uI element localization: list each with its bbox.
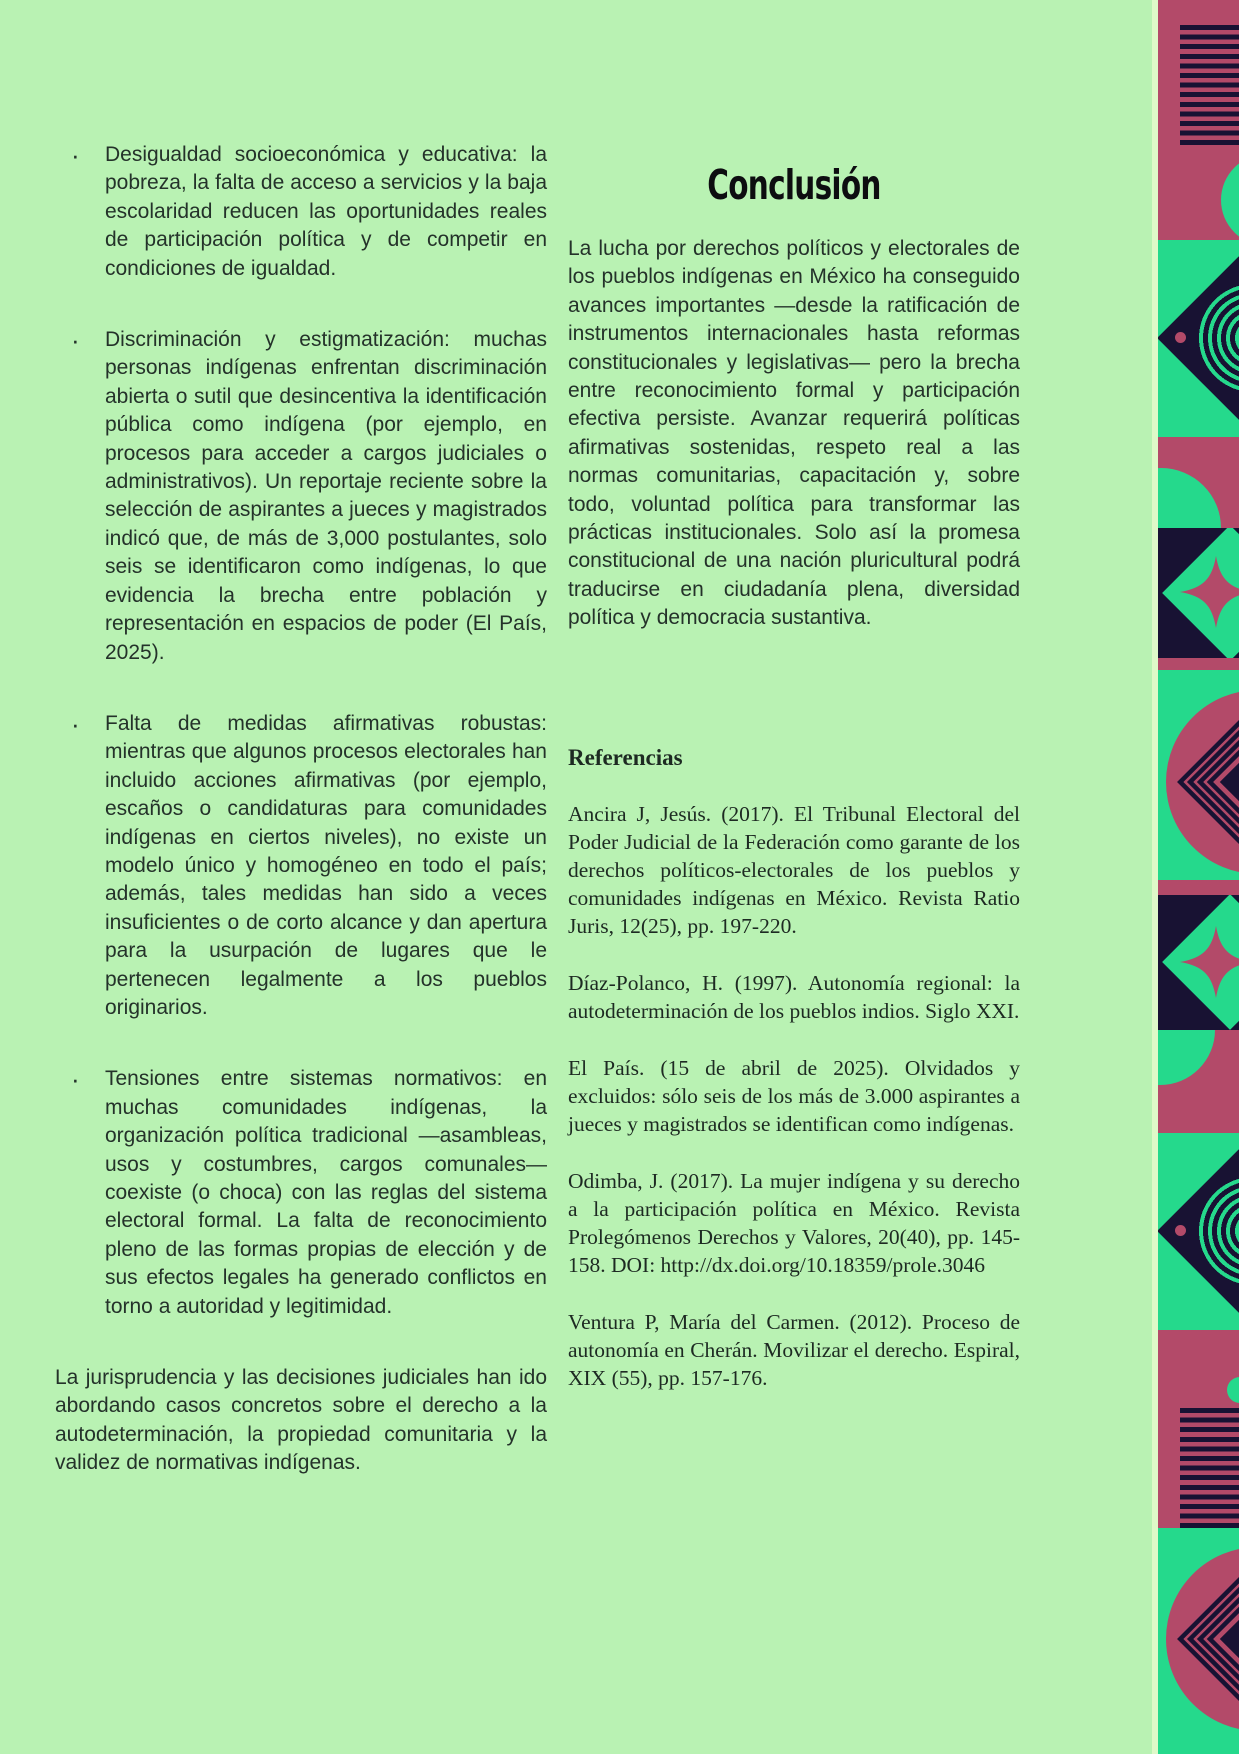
bullet-item <box>55 141 547 283</box>
stripes-pattern <box>1180 1408 1239 1528</box>
bullet-text-discrimination: Discriminación y estigmatización: muchas personas indígenas enfrentan discriminación abierta o sutil que desincentiva la identificación pública como indígena (por ejemplo, en procesos para acceder a cargos judiciales o administrativos). Un reportaje reciente sobre la selección de aspirantes a jueces y magistrados indicó que, de más de 3,000 postulantes, solo seis se identificaron como indígenas, lo que evidencia la brecha entre población y representación en espacios de poder (El País, 2025). <box>105 328 547 664</box>
bullet-marker: · <box>71 325 80 356</box>
bullet-text-inequality: Desigualdad socioeconómica y educativa: la pobreza, la falta de acceso a servicios y la baja escolaridad reducen las oportunidades reales de participación política y de competir en condiciones de igualdad. <box>105 143 547 280</box>
teal-circle-fragment <box>1227 1377 1239 1403</box>
quarter-circle-tile <box>1158 1030 1239 1133</box>
thin-bar-tile <box>1158 880 1239 895</box>
bullet-item <box>55 326 547 667</box>
pink-dot <box>1175 332 1186 343</box>
nested-chevrons-icon <box>1173 697 1239 867</box>
bullet-item <box>55 1065 547 1321</box>
stripes-tile <box>1158 0 1239 240</box>
conclusion-paragraph: La lucha por derechos políticos y electorales de los pueblos indígenas en México ha conseguido avances importantes —desde la ratificación de instrumentos internacionales hasta reformas constitucionales y legislativas— pero la brecha entre reconocimiento formal y participación efectiva persiste. Avanzar requerirá políticas afirmativas sostenidas, respeto real a las normas comunitarias, capacitación y, sobre todo, voluntad política para transformar las prácticas institucionales. Solo así la promesa constitucional de una nación pluricultural podrá traducirse en ciudadanía plena, diversidad política y democracia sustantiva. <box>568 237 1020 630</box>
sparkle-icon <box>1176 552 1239 632</box>
decorative-strip <box>1158 0 1239 1754</box>
diamond-sparkle-tile <box>1158 528 1239 658</box>
references-title: Referencias <box>568 744 683 770</box>
reference-item-odimba: Odimba, J. (2017). La mujer indígena y su derecho a la participación política en México. Revista Prolegómenos Derechos y Valores, 20(40), pp. 145-158. DOI: http://dx.doi.org/10.18359/prole.3046 <box>568 1168 1020 1277</box>
bullet-item <box>55 710 547 1022</box>
diamond-sparkle-tile <box>1158 895 1239 1030</box>
pink-dot <box>1175 1225 1186 1236</box>
conclusion-title: Conclusión <box>707 161 881 209</box>
teal-circle-fragment <box>1221 154 1239 240</box>
closing-paragraph: La jurisprudencia y las decisiones judiciales han ido abordando casos concretos sobre el derecho a la autodeterminación, la propiedad comunitaria y la validez de normativas indígenas. <box>55 1366 547 1475</box>
sparkle-icon <box>1176 922 1239 1002</box>
bullet-text-affirmative-measures: Falta de medidas afirmativas robustas: mientras que algunos procesos electorales han incluido acciones afirmativas (por ejemplo, escaños o candidaturas para comunidades indígenas en ciertos niveles), no existe un modelo único y homogéneo en todo el país; además, tales medidas han sido a veces insuficientes o de corto alcance y dan apertura para la usurpación de lugares que le pertenecen legalmente a los pueblos originarios. <box>105 711 547 1019</box>
reference-item-el-pais: El País. (15 de abril de 2025). Olvidados y excluidos: sólo seis de los más de 3.000 aspirantes a jueces y magistrados se identifican como indígenas. <box>568 1055 1020 1136</box>
right-column <box>568 163 1020 1392</box>
bullet-marker: · <box>71 708 80 739</box>
bullet-marker: · <box>71 140 80 170</box>
circle-chevrons-tile <box>1158 1528 1239 1754</box>
reference-item-diaz-polanco: Díaz-Polanco, H. (1997). Autonomía regional: la autodeterminación de los pueblos indios. Siglo XXI. <box>568 970 1020 1023</box>
teal-quarter-circle <box>1158 468 1221 528</box>
diamond-rings-tile <box>1158 240 1239 437</box>
thin-bar-tile <box>1158 658 1239 670</box>
quarter-circle-tile <box>1158 437 1239 528</box>
reference-item-ventura: Ventura P, María del Carmen. (2012). Proceso de autonomía en Cherán. Movilizar el derecho. Espiral, XIX (55), pp. 157-176. <box>568 1309 1020 1390</box>
teal-quarter-circle <box>1158 1030 1215 1085</box>
bullet-text-normative-tensions: Tensiones entre sistemas normativos: en muchas comunidades indígenas, la organización política tradicional —asambleas, usos y costumbres, cargos comunales— coexiste (o choca) con las reglas del sistema electoral formal. La falta de reconocimiento pleno de las formas propias de elección y de sus efectos legales ha generado conflictos en torno a autoridad y legitimidad. <box>105 1067 547 1318</box>
circle-chevrons-tile <box>1158 670 1239 880</box>
reference-item-ancira: Ancira J, Jesús. (2017). El Tribunal Electoral del Poder Judicial de la Federación como garante de los derechos políticos-electorales de los pueblos y comunidades indígenas en México. Revista Ratio Juris, 12(25), pp. 197-220. <box>568 801 1020 938</box>
bullet-marker: · <box>71 1064 80 1095</box>
diamond-rings-tile <box>1158 1133 1239 1330</box>
stripes-pattern <box>1180 25 1239 150</box>
stripes-tile <box>1158 1330 1239 1528</box>
nested-chevrons-icon <box>1173 1554 1239 1724</box>
left-column <box>55 141 547 1478</box>
